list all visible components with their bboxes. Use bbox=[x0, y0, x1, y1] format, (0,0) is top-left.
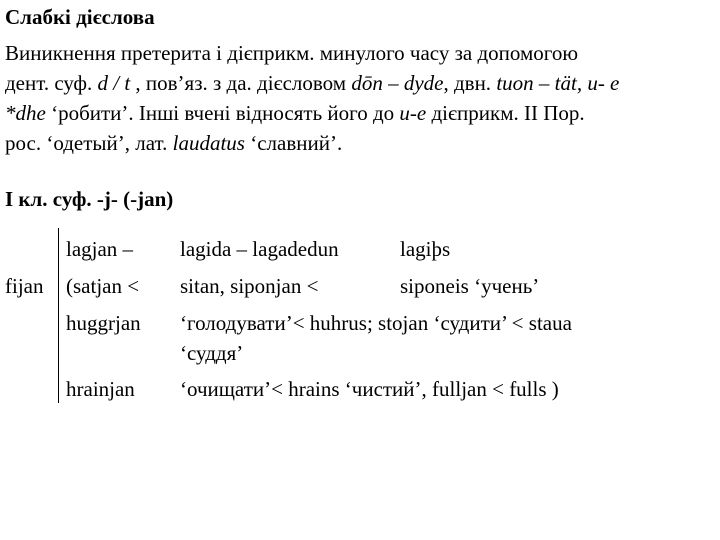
table-cell: lagjan – bbox=[66, 237, 134, 261]
section-heading: І кл. суф. -j- (-jan) bbox=[5, 187, 174, 211]
table-cell: ‘голодувати’< huhrus; stojan ‘судити’ < staua bbox=[180, 311, 572, 335]
table-cell: ‘очищати’< hrains ‘чистий’, fulljan < fulls ) bbox=[180, 377, 559, 401]
intro-line-2: дент. суф. d / t , пов’яз. з да. дієсловом dōn – dyde, двн. tuon – tät, u- e bbox=[5, 71, 620, 95]
table-left-label: fijan bbox=[5, 274, 44, 298]
table-cell: lagiþs bbox=[400, 237, 451, 261]
table-divider bbox=[58, 228, 59, 403]
table-cell: ‘суддя’ bbox=[180, 341, 244, 365]
intro-line-1: Виникнення претерита і дієприкм. минулого часу за допомогою bbox=[5, 41, 579, 65]
intro-line-4: рос. ‘одетый’, лат. laudatus ‘славний’. bbox=[5, 131, 343, 155]
table-cell: huggrjan bbox=[66, 311, 141, 335]
intro-line-3: *dhe ‘робити’. Інші вчені відносять його до u-e дієприкм. ІІ Пор. bbox=[5, 101, 585, 125]
table-cell: (satjan < bbox=[66, 274, 140, 298]
table-cell: lagida – lagadedun bbox=[180, 237, 339, 261]
table-cell: sitan, siponjan < bbox=[180, 274, 319, 298]
table-cell: hrainjan bbox=[66, 377, 135, 401]
table-cell: siponeis ‘учень’ bbox=[400, 274, 540, 298]
page-title: Слабкі дієслова bbox=[5, 5, 155, 29]
